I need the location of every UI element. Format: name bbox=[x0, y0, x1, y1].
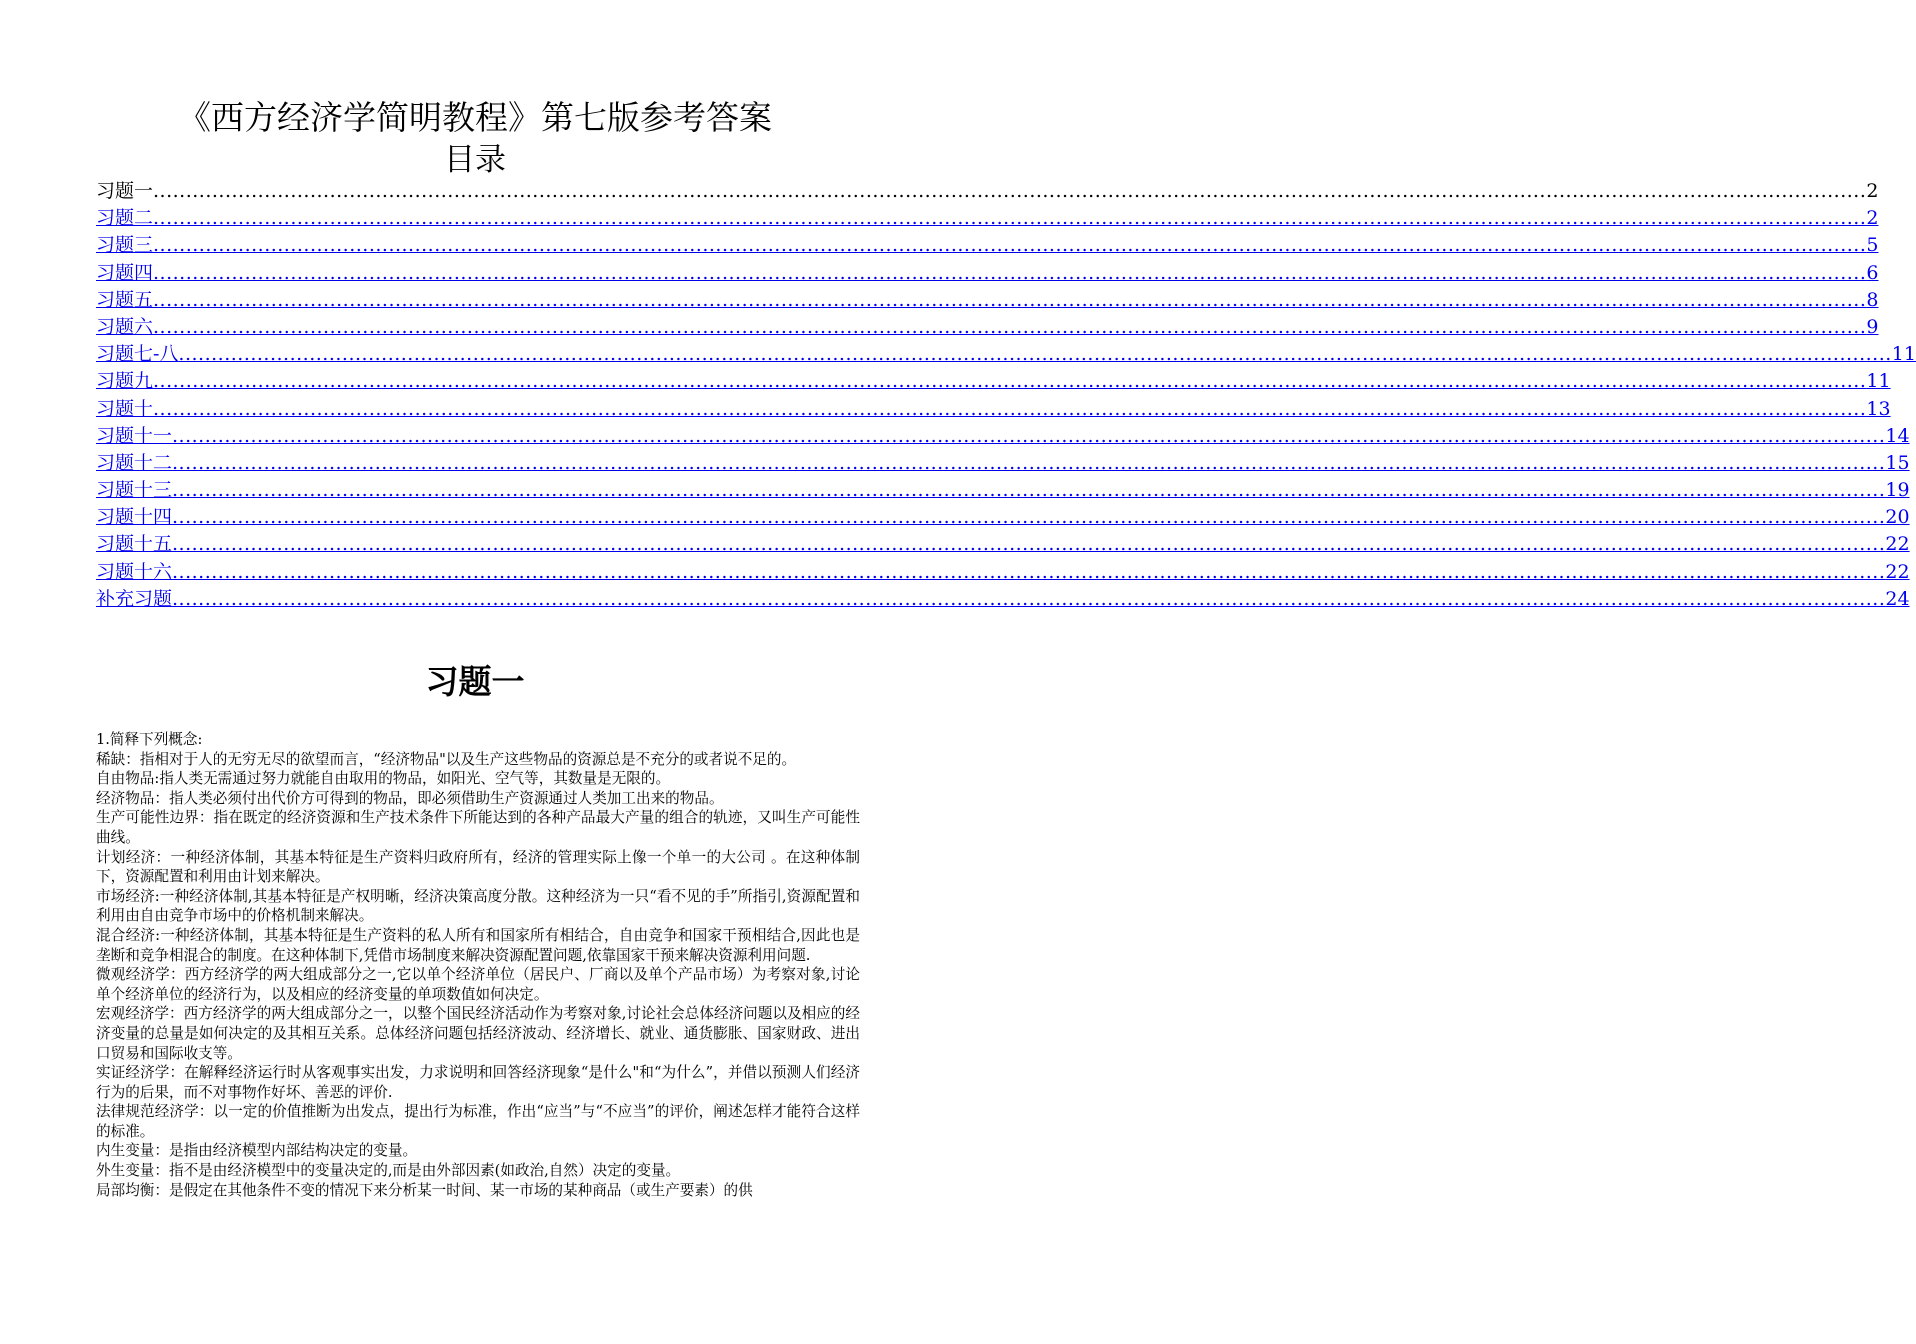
toc-dot-leader: ...................................................................................................................................................................................................................................................................... bbox=[172, 451, 1886, 474]
toc-entry[interactable] bbox=[96, 232, 1879, 259]
toc-entry-label: 习题十六 bbox=[96, 560, 173, 583]
toc-entry[interactable] bbox=[96, 396, 1891, 423]
body-paragraph: 外生变量：指不是由经济模型中的变量决定的,而是由外部因素(如政治,自然）决定的变量。 bbox=[96, 1162, 681, 1180]
toc-entry-label: 习题十五 bbox=[96, 533, 173, 556]
toc-entry-page: 13 bbox=[1866, 397, 1891, 420]
toc-entry-label: 习题九 bbox=[96, 370, 154, 393]
toc-entry[interactable] bbox=[96, 450, 1910, 477]
toc-dot-leader: ...................................................................................................................................................................................................................................................................... bbox=[172, 587, 1886, 610]
toc-entry[interactable] bbox=[96, 586, 1910, 613]
toc-entry-label: 习题二 bbox=[96, 207, 154, 230]
toc-entry-label: 习题三 bbox=[96, 234, 154, 257]
body-paragraph: 法律规范经济学：以一定的价值推断为出发点，提出行为标准，作出“应当”与“不应当”的评价，阐述怎样才能符合这样的标准。 bbox=[96, 1103, 860, 1140]
body-paragraph: 稀缺：指相对于人的无穷无尽的欲望而言，“经济物品"以及生产这些物品的资源总是不充分的或者说不足的。 bbox=[96, 750, 797, 768]
toc-entry[interactable] bbox=[96, 423, 1910, 450]
toc-entry-label: 习题十一 bbox=[96, 424, 173, 447]
toc-dot-leader: ...................................................................................................................................................................................................................................................................... bbox=[153, 288, 1867, 311]
document-title: 《西方经济学简明教程》第七版参考答案 bbox=[178, 98, 772, 137]
body-paragraph: 经济物品：指人类必须付出代价方可得到的物品，即必须借助生产资源通过人类加工出来的物品。 bbox=[96, 789, 724, 807]
toc-entry[interactable] bbox=[96, 368, 1891, 395]
section-heading: 习题一 bbox=[425, 662, 525, 701]
toc-dot-leader: ...................................................................................................................................................................................................................................................................... bbox=[178, 343, 1892, 366]
toc-entry-page: 22 bbox=[1885, 560, 1910, 583]
body-paragraph: 混合经济:一种经济体制，其基本特征是生产资料的私人所有和国家所有相结合，自由竞争和国家干预相结合,因此也是垄断和竞争相混合的制度。在这种体制下,凭借市场制度来解决资源配置问题,依靠国家干预来解决资源利用问题. bbox=[96, 926, 860, 964]
body-paragraph: 实证经济学：在解释经济运行时从客观事实出发，力求说明和回答经济现象“是什么"和“为什么”，并借以预测人们经济行为的后果，而不对事物作好坏、善恶的评价. bbox=[96, 1064, 860, 1101]
toc-heading: 目录 bbox=[444, 142, 506, 178]
toc-entry-label: 习题五 bbox=[96, 288, 154, 311]
toc-entry[interactable] bbox=[96, 314, 1879, 341]
toc-entry-label: 习题一 bbox=[96, 180, 154, 202]
toc-entry-page: 2 bbox=[1866, 207, 1879, 230]
toc-entry-label: 习题六 bbox=[96, 315, 154, 338]
toc-entry-page: 9 bbox=[1866, 315, 1879, 338]
toc-entry[interactable] bbox=[96, 260, 1879, 287]
body-paragraph: 自由物品:指人类无需通过努力就能自由取用的物品，如阳光、空气等，其数量是无限的。 bbox=[96, 770, 671, 788]
toc-entry-page: 11 bbox=[1891, 343, 1916, 366]
table-of-contents bbox=[96, 178, 1916, 613]
toc-entry[interactable] bbox=[96, 341, 1916, 368]
toc-dot-leader: ...................................................................................................................................................................................................................................................................... bbox=[153, 207, 1867, 230]
toc-entry-page: 19 bbox=[1885, 479, 1910, 502]
body-paragraph: 1.简释下列概念: bbox=[96, 731, 203, 748]
toc-entry bbox=[96, 178, 1879, 205]
body-paragraph: 局部均衡：是假定在其他条件不变的情况下来分析某一时间、某一市场的某种商品（或生产要素）的供 bbox=[96, 1181, 753, 1199]
toc-entry-label: 习题十四 bbox=[96, 506, 173, 529]
toc-dot-leader: ...................................................................................................................................................................................................................................................................... bbox=[153, 261, 1867, 284]
toc-dot-leader: ...................................................................................................................................................................................................................................................................... bbox=[172, 506, 1886, 529]
toc-dot-leader: ...................................................................................................................................................................................................................................................................... bbox=[153, 180, 1867, 202]
toc-entry-page: 15 bbox=[1885, 451, 1910, 474]
toc-entry-page: 6 bbox=[1866, 261, 1879, 284]
toc-entry-page: 11 bbox=[1866, 370, 1891, 393]
toc-entry[interactable] bbox=[96, 287, 1879, 314]
toc-dot-leader: ...................................................................................................................................................................................................................................................................... bbox=[153, 234, 1867, 257]
body-paragraph: 生产可能性边界：指在既定的经济资源和生产技术条件下所能达到的各种产品最大产量的组合的轨迹，又叫生产可能性曲线。 bbox=[96, 809, 860, 846]
toc-entry-label: 习题十 bbox=[96, 397, 154, 420]
toc-entry-label: 补充习题 bbox=[96, 587, 173, 610]
toc-dot-leader: ...................................................................................................................................................................................................................................................................... bbox=[172, 560, 1886, 583]
toc-entry-page: 24 bbox=[1885, 587, 1910, 610]
toc-dot-leader: ...................................................................................................................................................................................................................................................................... bbox=[153, 315, 1867, 338]
body-paragraph: 宏观经济学：西方经济学的两大组成部分之一，以整个国民经济活动作为考察对象,讨论社会总体经济问题以及相应的经济变量的总量是如何决定的及其相互关系。总体经济问题包括经济波动、经济增长、就业、通货膨胀、国家财政、进出口贸易和国际收支等。 bbox=[96, 1005, 860, 1062]
toc-entry[interactable] bbox=[96, 205, 1879, 232]
toc-entry[interactable] bbox=[96, 477, 1910, 504]
toc-dot-leader: ...................................................................................................................................................................................................................................................................... bbox=[153, 370, 1867, 393]
toc-entry-page: 20 bbox=[1885, 506, 1910, 529]
toc-entry[interactable] bbox=[96, 531, 1910, 558]
toc-dot-leader: ...................................................................................................................................................................................................................................................................... bbox=[172, 533, 1886, 556]
toc-entry-page: 14 bbox=[1885, 424, 1910, 447]
toc-entry-page: 8 bbox=[1866, 288, 1879, 311]
toc-entry[interactable] bbox=[96, 559, 1910, 586]
body-paragraph: 市场经济:一种经济体制,其基本特征是产权明晰，经济决策高度分散。这种经济为一只“看不见的手”所指引,资源配置和利用由自由竞争市场中的价格机制来解决。 bbox=[96, 887, 860, 925]
toc-entry-label: 习题十三 bbox=[96, 479, 173, 502]
toc-entry-page: 5 bbox=[1866, 234, 1879, 257]
section-body bbox=[96, 730, 860, 1200]
toc-dot-leader: ...................................................................................................................................................................................................................................................................... bbox=[172, 479, 1886, 502]
toc-entry-label: 习题七-八 bbox=[96, 343, 179, 366]
toc-entry-label: 习题十二 bbox=[96, 451, 173, 474]
body-paragraph: 内生变量：是指由经济模型内部结构决定的变量。 bbox=[96, 1142, 418, 1160]
body-paragraph: 计划经济：一种经济体制，其基本特征是生产资料归政府所有，经济的管理实际上像一个单一的大公司 。在这种体制下，资源配置和利用由计划来解决。 bbox=[96, 848, 860, 886]
toc-entry-page: 22 bbox=[1885, 533, 1910, 556]
toc-dot-leader: ...................................................................................................................................................................................................................................................................... bbox=[153, 397, 1867, 420]
toc-entry[interactable] bbox=[96, 504, 1910, 531]
toc-entry-label: 习题四 bbox=[96, 261, 154, 284]
toc-entry-page: 2 bbox=[1866, 180, 1879, 202]
body-paragraph: 微观经济学：西方经济学的两大组成部分之一,它以单个经济单位（居民户、厂商以及单个产品市场）为考察对象,讨论单个经济单位的经济行为，以及相应的经济变量的单项数值如何决定。 bbox=[96, 966, 860, 1003]
toc-dot-leader: ...................................................................................................................................................................................................................................................................... bbox=[172, 424, 1886, 447]
